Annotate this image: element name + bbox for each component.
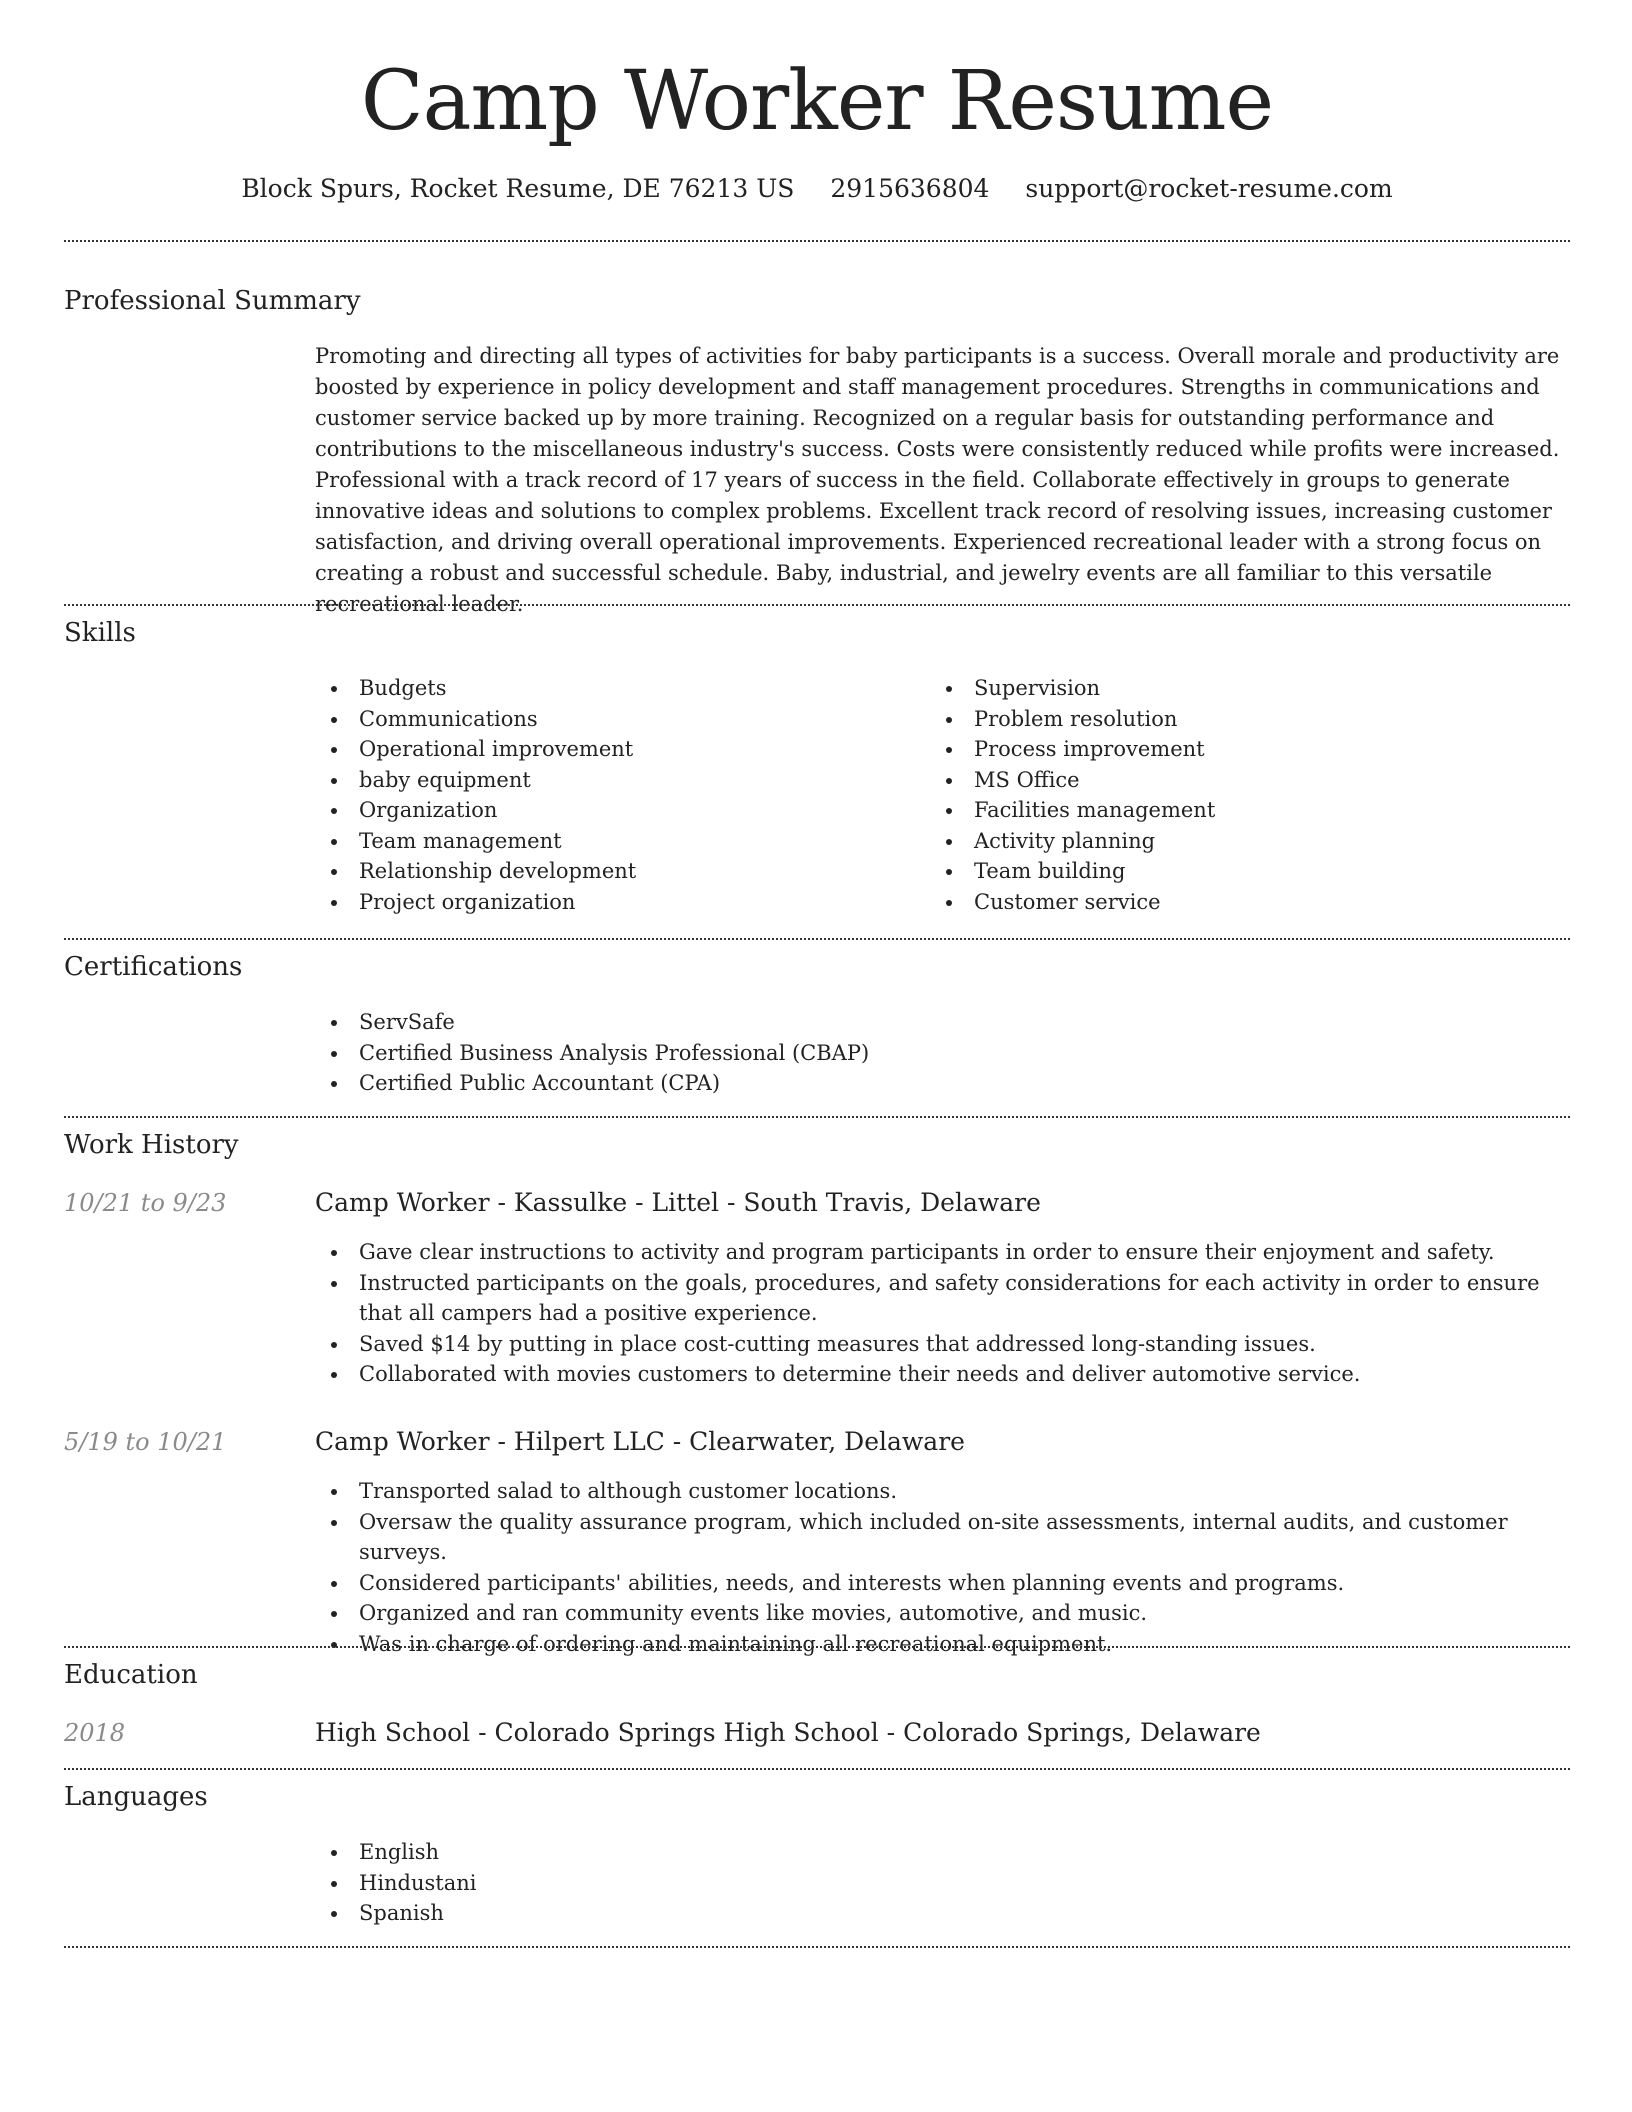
- certification-item: Certified Business Analysis Professional (CBAP): [315, 1038, 1570, 1069]
- skill-item: Problem resolution: [930, 704, 1215, 735]
- skill-item: Operational improvement: [315, 734, 636, 765]
- skill-item: Customer service: [930, 887, 1215, 918]
- summary-heading: Professional Summary: [64, 286, 361, 316]
- skill-item: Activity planning: [930, 826, 1215, 857]
- skill-item: baby equipment: [315, 765, 636, 796]
- duty-item: Instructed participants on the goals, procedures, and safety considerations for each activity in order to ensure that all campers had a positive experience.: [315, 1268, 1570, 1329]
- summary-text: Promoting and directing all types of activities for baby participants is a success. Overall morale and productivity are boosted by experience in policy development and staff management procedures. Strengths in communications and customer service backed up by more training. Recognized on a regular basis for outstanding performance and contributions to the miscellaneous industry's success. Costs were consistently reduced while profits were increased. Professional with a track record of 17 years of success in the field. Collaborate effectively in groups to generate innovative ideas and solutions to complex problems. Excellent track record of resolving issues, increasing customer satisfaction, and driving overall operational improvements. Experienced recreational leader with a strong focus on creating a robust and successful schedule. Baby, industrial, and jewelry events are all familiar to this versatile recreational leader.: [315, 344, 1560, 616]
- duty-item: Was in charge of ordering and maintaining all recreational equipment.: [315, 1629, 1570, 1660]
- education-heading: Education: [64, 1660, 198, 1690]
- education-year: 2018: [64, 1719, 126, 1747]
- duty-item: Gave clear instructions to activity and program participants in order to ensure their enjoyment and safety.: [315, 1237, 1570, 1268]
- certifications-section: [315, 1007, 1570, 1099]
- skills-heading: Skills: [64, 618, 136, 648]
- languages-heading: Languages: [64, 1782, 208, 1812]
- job-duties-list: [315, 1476, 1570, 1659]
- resume-title: Camp Worker Resume: [360, 54, 1274, 149]
- duty-item: Collaborated with movies customers to determine their needs and deliver automotive service.: [315, 1359, 1570, 1390]
- education-title: High School - Colorado Springs High School - Colorado Springs, Delaware: [315, 1718, 1261, 1747]
- skill-item: Team building: [930, 856, 1215, 887]
- duty-item: Considered participants' abilities, needs, and interests when planning events and programs.: [315, 1568, 1570, 1599]
- divider: [64, 240, 1570, 242]
- job-title: Camp Worker - Hilpert LLC - Clearwater, Delaware: [315, 1427, 965, 1456]
- job-duties-list: [315, 1237, 1570, 1390]
- contact-email: support@rocket-resume.com: [1025, 174, 1393, 203]
- language-item: Spanish: [315, 1898, 1570, 1929]
- summary-section: [315, 341, 1570, 620]
- job-dates: 5/19 to 10/21: [64, 1428, 227, 1456]
- skills-list-left: [315, 673, 636, 917]
- certifications-list: [315, 1007, 1570, 1099]
- divider: [64, 1946, 1570, 1948]
- skill-item: Budgets: [315, 673, 636, 704]
- contact-address: Block Spurs, Rocket Resume, DE 76213 US: [241, 174, 795, 203]
- skill-item: Organization: [315, 795, 636, 826]
- duty-item: Organized and ran community events like movies, automotive, and music.: [315, 1598, 1570, 1629]
- skill-item: MS Office: [930, 765, 1215, 796]
- duty-item: Saved $14 by putting in place cost-cutting measures that addressed long-standing issues.: [315, 1329, 1570, 1360]
- duty-item: Transported salad to although customer locations.: [315, 1476, 1570, 1507]
- skills-section: [315, 673, 1570, 923]
- skill-item: Supervision: [930, 673, 1215, 704]
- skill-item: Communications: [315, 704, 636, 735]
- languages-list: [315, 1837, 1570, 1929]
- skills-column-left: [315, 673, 636, 917]
- work-history-heading: Work History: [64, 1130, 239, 1160]
- skills-column-right: [930, 673, 1215, 917]
- job-dates: 10/21 to 9/23: [64, 1189, 227, 1217]
- skill-item: Process improvement: [930, 734, 1215, 765]
- language-item: English: [315, 1837, 1570, 1868]
- certification-item: ServSafe: [315, 1007, 1570, 1038]
- languages-section: [315, 1837, 1570, 1929]
- job-title: Camp Worker - Kassulke - Littel - South Travis, Delaware: [315, 1188, 1041, 1217]
- contact-line: [64, 170, 1570, 208]
- duty-item: Oversaw the quality assurance program, which included on-site assessments, internal audits, and customer surveys.: [315, 1507, 1570, 1568]
- divider: [64, 1768, 1570, 1770]
- job-duties: [315, 1476, 1570, 1659]
- language-item: Hindustani: [315, 1868, 1570, 1899]
- skill-item: Team management: [315, 826, 636, 857]
- divider: [64, 1116, 1570, 1118]
- divider: [64, 938, 1570, 940]
- certifications-heading: Certifications: [64, 952, 243, 982]
- divider: [64, 1646, 1570, 1648]
- skill-item: Relationship development: [315, 856, 636, 887]
- skills-list-right: [930, 673, 1215, 917]
- skill-item: Project organization: [315, 887, 636, 918]
- skill-item: Facilities management: [930, 795, 1215, 826]
- certification-item: Certified Public Accountant (CPA): [315, 1068, 1570, 1099]
- contact-phone: 2915636804: [830, 174, 990, 203]
- divider: [64, 604, 1570, 606]
- job-duties: [315, 1237, 1570, 1390]
